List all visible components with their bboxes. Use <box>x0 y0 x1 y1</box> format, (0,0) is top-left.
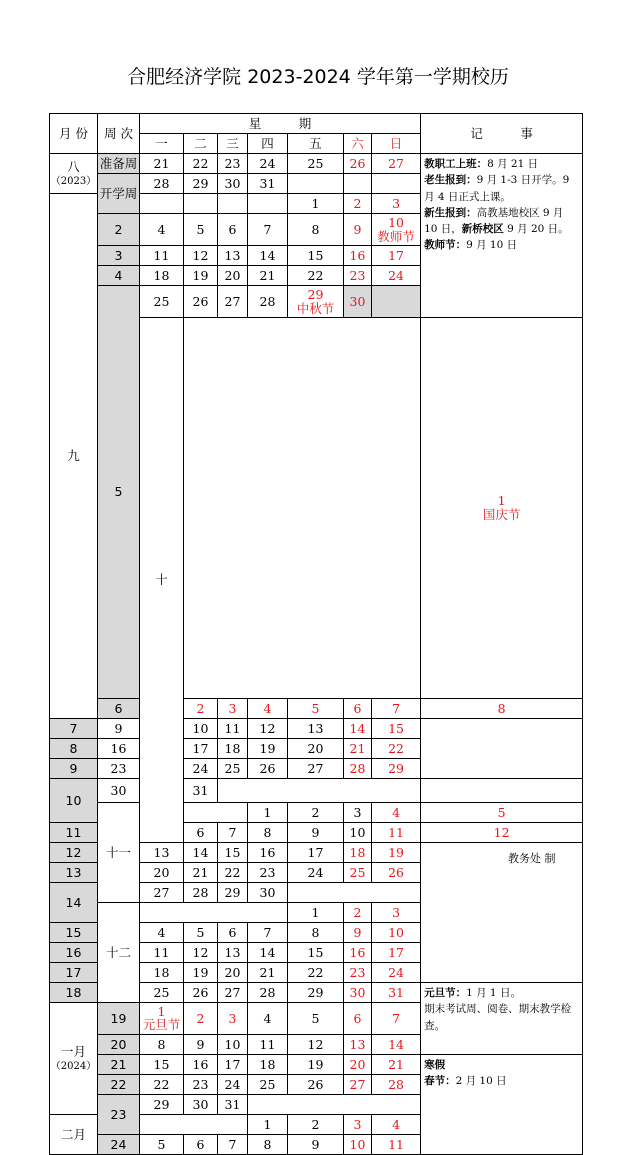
date-cell: 15 <box>288 246 344 266</box>
month-feb: 二月 <box>50 1114 98 1154</box>
table-row <box>50 738 583 758</box>
date-cell: 20 <box>140 862 184 882</box>
date-cell: 6 <box>184 1134 218 1154</box>
date-cell <box>218 778 421 802</box>
note-block-jan <box>421 982 583 1054</box>
day-tue: 二 <box>184 134 218 154</box>
note-text: 2 月 10 日 <box>455 1075 507 1088</box>
month-sep: 九 <box>50 194 98 719</box>
note-label: 春节： <box>424 1075 456 1088</box>
date-cell: 23 <box>344 266 372 286</box>
date-cell: 4 <box>140 922 184 942</box>
note-label: 元旦节： <box>424 986 467 999</box>
date-cell: 6 <box>218 922 248 942</box>
date-cell: 2 <box>184 1002 218 1034</box>
date-cell: 12 <box>248 718 288 738</box>
table-row <box>50 902 583 922</box>
date-cell: 6 <box>218 214 248 246</box>
date-cell: 12 <box>184 942 218 962</box>
week-20: 20 <box>98 1034 140 1054</box>
date-cell: 2 <box>184 698 218 718</box>
date-cell: 14 <box>372 1034 421 1054</box>
week-24: 24 <box>98 1134 140 1154</box>
date-cell: 11 <box>218 718 248 738</box>
week-18: 18 <box>50 982 98 1002</box>
date-value: 10 <box>388 214 404 230</box>
day-sun: 日 <box>372 134 421 154</box>
year-label: （2023） <box>50 176 97 188</box>
date-cell: 2 <box>344 194 372 214</box>
date-cell: 24 <box>184 758 218 778</box>
date-cell: 30 <box>184 1094 218 1114</box>
table-row <box>50 758 583 778</box>
date-cell: 12 <box>288 1034 344 1054</box>
note-label: 老生报到： <box>424 174 477 187</box>
date-cell: 7 <box>248 214 288 246</box>
date-cell: 7 <box>372 698 421 718</box>
note-block-empty <box>421 778 583 802</box>
date-cell: 26 <box>184 982 218 1002</box>
date-cell: 30 <box>344 286 372 318</box>
date-cell: 4 <box>248 1002 288 1034</box>
table-row <box>50 802 583 822</box>
date-cell: 19 <box>184 962 218 982</box>
date-cell: 30 <box>98 778 140 802</box>
holiday-label: 国庆节 <box>482 506 521 522</box>
date-cell: 3 <box>372 902 421 922</box>
date-cell: 10 <box>344 1134 372 1154</box>
date-cell: 5 <box>140 1134 184 1154</box>
date-cell: 24 <box>248 154 288 174</box>
date-value: 1 <box>157 1003 166 1019</box>
date-cell: 22 <box>288 266 344 286</box>
date-cell: 25 <box>288 154 344 174</box>
week-9: 9 <box>50 758 98 778</box>
date-cell: 9 <box>98 718 140 738</box>
date-cell: 22 <box>184 154 218 174</box>
date-cell: 7 <box>372 1002 421 1034</box>
date-cell: 9 <box>288 822 344 842</box>
table-row <box>50 1054 583 1074</box>
note-text: 1 月 1 日。 <box>466 986 521 999</box>
date-cell: 10 <box>372 922 421 942</box>
date-cell <box>184 318 421 699</box>
date-cell: 10 <box>218 1034 248 1054</box>
date-cell: 17 <box>372 942 421 962</box>
date-cell: 16 <box>184 1054 218 1074</box>
date-cell: 16 <box>98 738 140 758</box>
date-cell: 30 <box>248 882 288 902</box>
date-cell <box>218 194 248 214</box>
date-cell: 26 <box>248 758 288 778</box>
date-cell: 13 <box>218 942 248 962</box>
date-cell: 21 <box>184 862 218 882</box>
note-label: 寒假 <box>424 1058 446 1071</box>
notes-header: 记 事 <box>421 114 583 154</box>
table-row <box>50 154 583 174</box>
date-cell: 14 <box>344 718 372 738</box>
date-cell: 28 <box>140 174 184 194</box>
date-cell: 17 <box>184 738 218 758</box>
date-cell: 25 <box>140 982 184 1002</box>
date-cell: 26 <box>344 154 372 174</box>
note-text: 高教基地校区 9 月 10 日， <box>424 206 564 236</box>
header-row <box>50 114 583 134</box>
day-fri: 五 <box>288 134 344 154</box>
date-cell: 8 <box>248 1134 288 1154</box>
date-cell: 26 <box>288 1074 344 1094</box>
date-cell: 7 <box>218 1134 248 1154</box>
date-cell: 13 <box>288 718 344 738</box>
date-value: 29 <box>307 286 324 302</box>
date-cell: 27 <box>288 758 344 778</box>
note-block-sep <box>421 154 583 318</box>
holiday-label: 中秋节 <box>296 300 335 316</box>
date-cell: 15 <box>140 1054 184 1074</box>
date-cell: 20 <box>218 266 248 286</box>
note-text: 8 月 21 日 <box>487 158 539 170</box>
date-cell: 29 <box>218 882 248 902</box>
week-19: 19 <box>98 1002 140 1034</box>
date-cell: 28 <box>344 758 372 778</box>
date-cell: 20 <box>288 738 344 758</box>
date-cell <box>288 174 344 194</box>
date-cell: 24 <box>372 266 421 286</box>
date-cell: 8 <box>140 1034 184 1054</box>
month-label: 一月 <box>60 1043 86 1059</box>
table-row <box>50 778 583 802</box>
date-cell: 8 <box>288 922 344 942</box>
day-thu: 四 <box>248 134 288 154</box>
date-cell: 31 <box>248 174 288 194</box>
date-cell: 27 <box>344 1074 372 1094</box>
date-cell: 3 <box>344 802 372 822</box>
date-cell: 16 <box>344 942 372 962</box>
date-cell: 31 <box>372 982 421 1002</box>
date-cell: 3 <box>344 1114 372 1134</box>
week-11: 11 <box>50 822 98 842</box>
date-cell: 21 <box>248 266 288 286</box>
week-6: 6 <box>98 698 140 718</box>
date-cell: 21 <box>248 962 288 982</box>
note-text: 9 月 20 日。 <box>503 223 569 236</box>
month-oct: 十 <box>140 318 184 843</box>
date-cell: 31 <box>218 1094 248 1114</box>
date-cell: 21 <box>344 738 372 758</box>
date-cell <box>140 902 288 922</box>
week-5: 5 <box>98 286 140 699</box>
date-cell: 22 <box>288 962 344 982</box>
day-wed: 三 <box>218 134 248 154</box>
date-cell: 23 <box>248 862 288 882</box>
date-cell: 11 <box>372 1134 421 1154</box>
date-cell: 2 <box>288 802 344 822</box>
week-22: 22 <box>98 1074 140 1094</box>
day-mon: 一 <box>140 134 184 154</box>
date-cell <box>248 1094 421 1114</box>
date-cell: 1 <box>288 902 344 922</box>
date-cell: 28 <box>248 286 288 318</box>
date-cell: 30 <box>218 174 248 194</box>
date-cell: 22 <box>140 1074 184 1094</box>
date-cell: 17 <box>218 1054 248 1074</box>
date-cell: 11 <box>248 1034 288 1054</box>
date-cell: 5 <box>184 214 218 246</box>
date-cell: 15 <box>218 842 248 862</box>
holiday-cell <box>140 1002 184 1034</box>
calendar-table <box>49 113 583 1155</box>
month-dec: 十二 <box>98 902 140 1002</box>
date-cell: 9 <box>184 1034 218 1054</box>
date-cell: 1 <box>248 802 288 822</box>
date-cell: 3 <box>218 698 248 718</box>
day-sat: 六 <box>344 134 372 154</box>
week-3: 3 <box>98 246 140 266</box>
week-8: 8 <box>50 738 98 758</box>
date-cell: 5 <box>288 698 344 718</box>
date-cell: 6 <box>344 698 372 718</box>
week-15: 15 <box>50 922 98 942</box>
week-16: 16 <box>50 942 98 962</box>
note-label: 教师节： <box>424 239 467 252</box>
date-cell <box>372 286 421 318</box>
date-cell: 25 <box>140 286 184 318</box>
holiday-cell <box>372 214 421 246</box>
date-cell: 21 <box>372 1054 421 1074</box>
week-13: 13 <box>50 862 98 882</box>
week-12: 12 <box>50 842 98 862</box>
month-label: 八 <box>67 158 80 174</box>
date-cell: 29 <box>372 758 421 778</box>
note-label: 教职工上班： <box>424 158 488 170</box>
date-cell: 17 <box>372 246 421 266</box>
date-cell: 2 <box>288 1114 344 1134</box>
week-2: 2 <box>98 214 140 246</box>
note-text: 9 月 10 日 <box>466 239 518 252</box>
date-cell <box>344 174 372 194</box>
date-cell: 6 <box>184 822 218 842</box>
date-cell: 1 <box>288 194 344 214</box>
week-17: 17 <box>50 962 98 982</box>
date-cell <box>140 1114 248 1134</box>
note-text: 9 月 1-3 日开学。9 月 4 日正式上课。 <box>424 174 570 203</box>
date-cell <box>288 882 421 902</box>
note-text: 期末考试周、阅卷、期末教学检查。 <box>424 1003 572 1032</box>
date-cell: 9 <box>344 922 372 942</box>
date-cell: 16 <box>344 246 372 266</box>
date-cell: 18 <box>218 738 248 758</box>
date-cell: 18 <box>344 842 372 862</box>
date-cell: 8 <box>421 698 583 718</box>
date-cell: 11 <box>140 942 184 962</box>
date-cell: 23 <box>184 1074 218 1094</box>
weekday-header: 星 期 <box>140 114 421 134</box>
date-cell: 28 <box>248 982 288 1002</box>
date-cell: 13 <box>344 1034 372 1054</box>
week-10: 10 <box>50 778 98 822</box>
date-cell: 17 <box>288 842 344 862</box>
year-label: （2024） <box>50 1061 97 1073</box>
date-cell: 14 <box>248 942 288 962</box>
date-cell: 23 <box>344 962 372 982</box>
week-start: 开学周 <box>98 174 140 214</box>
date-cell: 27 <box>218 286 248 318</box>
date-cell <box>184 802 248 822</box>
page-title: 合肥经济学院 2023-2024 学年第一学期校历 <box>127 66 509 88</box>
date-cell: 25 <box>344 862 372 882</box>
week-14: 14 <box>50 882 98 922</box>
date-cell: 28 <box>372 1074 421 1094</box>
date-cell: 30 <box>344 982 372 1002</box>
date-cell: 22 <box>218 862 248 882</box>
date-cell: 27 <box>218 982 248 1002</box>
week-header: 周 次 <box>98 114 140 154</box>
date-cell: 6 <box>344 1002 372 1034</box>
date-cell: 20 <box>218 962 248 982</box>
date-cell <box>140 194 184 214</box>
date-cell: 3 <box>218 1002 248 1034</box>
date-cell: 11 <box>372 822 421 842</box>
date-cell: 24 <box>218 1074 248 1094</box>
date-cell: 25 <box>218 758 248 778</box>
holiday-label: 元旦节 <box>142 1017 181 1033</box>
date-cell: 19 <box>288 1054 344 1074</box>
date-cell: 4 <box>140 214 184 246</box>
date-cell: 14 <box>184 842 218 862</box>
date-cell: 18 <box>140 266 184 286</box>
week-21: 21 <box>98 1054 140 1074</box>
month-header: 月 份 <box>50 114 98 154</box>
holiday-label: 教师节 <box>377 228 415 244</box>
date-cell: 5 <box>288 1002 344 1034</box>
date-cell: 19 <box>184 266 218 286</box>
date-cell: 13 <box>140 842 184 862</box>
date-cell: 4 <box>248 698 288 718</box>
date-cell: 28 <box>184 882 218 902</box>
table-row <box>50 698 583 718</box>
date-cell: 13 <box>218 246 248 266</box>
date-cell: 23 <box>98 758 140 778</box>
date-cell: 1 <box>248 1114 288 1134</box>
date-cell: 14 <box>248 246 288 266</box>
date-cell: 4 <box>372 1114 421 1134</box>
date-cell: 7 <box>218 822 248 842</box>
date-cell: 11 <box>140 246 184 266</box>
date-cell: 26 <box>372 862 421 882</box>
date-cell: 5 <box>184 922 218 942</box>
holiday-cell <box>421 318 583 699</box>
date-cell: 26 <box>184 286 218 318</box>
date-cell: 16 <box>248 842 288 862</box>
date-cell: 27 <box>140 882 184 902</box>
date-cell: 20 <box>344 1054 372 1074</box>
date-cell: 10 <box>344 822 372 842</box>
week-7: 7 <box>50 718 98 738</box>
week-4: 4 <box>98 266 140 286</box>
date-cell: 5 <box>421 802 583 822</box>
date-cell: 29 <box>140 1094 184 1114</box>
date-cell: 29 <box>288 982 344 1002</box>
date-cell: 15 <box>288 942 344 962</box>
date-cell <box>372 174 421 194</box>
date-cell: 18 <box>248 1054 288 1074</box>
date-cell: 24 <box>372 962 421 982</box>
month-jan <box>50 1002 98 1114</box>
footer-credit: 教务处 制 <box>508 852 556 865</box>
date-cell: 10 <box>184 718 218 738</box>
month-nov: 十一 <box>98 802 140 902</box>
date-cell: 4 <box>372 802 421 822</box>
note-label: 新桥校区 <box>461 223 504 236</box>
date-cell: 27 <box>372 154 421 174</box>
date-cell: 12 <box>421 822 583 842</box>
date-cell: 8 <box>248 822 288 842</box>
week-prep: 准备周 <box>98 154 140 174</box>
date-cell: 24 <box>288 862 344 882</box>
date-cell: 15 <box>372 718 421 738</box>
date-cell: 19 <box>372 842 421 862</box>
date-cell: 18 <box>140 962 184 982</box>
note-block-winter <box>421 1054 583 1154</box>
date-cell: 7 <box>248 922 288 942</box>
date-cell: 9 <box>344 214 372 246</box>
date-cell: 3 <box>372 194 421 214</box>
date-value: 1 <box>497 493 506 509</box>
holiday-cell <box>288 286 344 318</box>
date-cell: 8 <box>288 214 344 246</box>
note-label: 新生报到： <box>424 206 477 219</box>
date-cell: 21 <box>140 154 184 174</box>
table-row <box>50 718 583 738</box>
month-aug <box>50 154 98 194</box>
date-cell: 2 <box>344 902 372 922</box>
date-cell: 25 <box>248 1074 288 1094</box>
date-cell <box>248 194 288 214</box>
date-cell: 23 <box>218 154 248 174</box>
date-cell: 22 <box>372 738 421 758</box>
date-cell <box>184 194 218 214</box>
date-cell: 12 <box>184 246 218 266</box>
date-cell: 19 <box>248 738 288 758</box>
date-cell: 9 <box>288 1134 344 1154</box>
date-cell: 29 <box>184 174 218 194</box>
date-cell: 31 <box>184 778 218 802</box>
week-23: 23 <box>98 1094 140 1134</box>
